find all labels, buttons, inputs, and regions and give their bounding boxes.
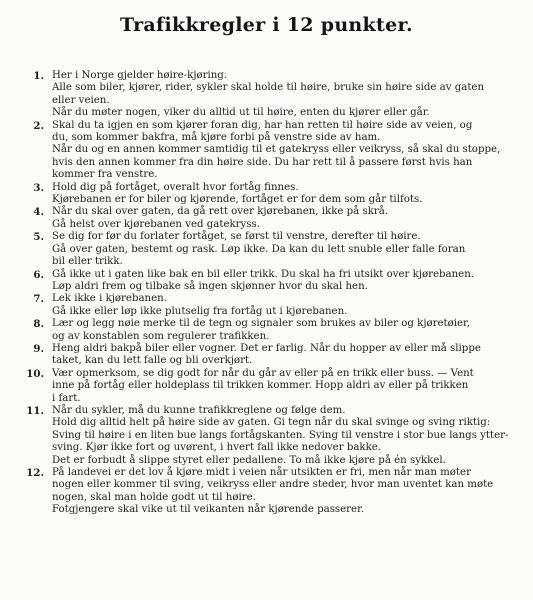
rule-item <box>0 206 533 231</box>
rule-line: Her i Norge gjelder høire-kjøring. <box>52 70 228 81</box>
rule-item <box>0 368 533 405</box>
rule-number: 3. <box>33 181 44 194</box>
rule-item <box>0 343 533 368</box>
rule-line: Sving til høire i en liten bue langs fortågskanten. Sving til venstre i stor bue langs ytter- <box>52 429 509 441</box>
rule-number: 10. <box>26 367 44 380</box>
rule-line: Se dig for før du forlater fortåget, se først til venstre, derefter til høire. <box>52 231 421 243</box>
rule-line: bil eller trikk. <box>52 256 123 268</box>
rule-number: 9. <box>33 342 44 355</box>
rule-line: Lær og legg nøie merke til de tegn og signaler som brukes av biler og kjøretøier, <box>52 318 471 330</box>
rule-line: Fotgjengere skal vike ut til veikanten når kjørende passerer. <box>52 504 365 516</box>
rule-item <box>0 231 533 268</box>
rule-line: Kjørebanen er for biler og kjørende, fortåget er for dem som går tilfots. <box>52 194 423 206</box>
rule-number: 4. <box>33 206 44 219</box>
rule-line: Vær opmerksom, se dig godt for når du går av eller på en trikk eller buss. — Vent <box>52 367 474 379</box>
rule-line: Gå helst over kjørebanen ved gatekryss. <box>52 218 260 230</box>
rule-line: nogen, skal man holde godt ut til høire. <box>52 491 256 503</box>
rule-item <box>0 405 533 467</box>
rule-line: Når du møter nogen, viker du alltid ut til høire, enten du kjører eller går. <box>52 107 430 119</box>
rule-line: sving. Kjør ikke fort og uvørent, i hvert fall ikke nedover bakke. <box>52 442 382 454</box>
rule-line: og av konstablen som regulerer trafikken. <box>52 330 270 342</box>
rule-number: 2. <box>33 119 44 132</box>
rule-number: 5. <box>33 231 44 244</box>
rule-line: Gå over gaten, bestemt og rask. Løp ikke. Da kan du lett snuble eller falle foran <box>52 243 466 255</box>
rule-line: Gå ikke eller løp ikke plutselig fra fortåg ut i kjørebanen. <box>52 305 348 317</box>
rule-line: Lek ikke i kjørebanen. <box>52 293 167 305</box>
rule-number: 8. <box>33 318 44 331</box>
rule-line: Når du og en annen kommer samtidig til et gatekryss eller veikryss, så skal du stoppe, <box>52 144 501 156</box>
rule-item <box>0 120 533 182</box>
rule-item <box>0 182 533 207</box>
rule-line: Når du skal over gaten, da gå rett over kjørebanen, ikke på skrå. <box>52 206 389 218</box>
rule-line: inne på fortåg eller holdeplass til trikken kommer. Hopp aldri av eller på trikken <box>52 380 469 392</box>
rule-line: Hold dig alltid helt på høire side av gaten. Gi tegn når du skal svinge og sving riktig: <box>52 417 491 429</box>
rule-line: taket, kan du lett falle og bli overkjørt. <box>52 355 253 367</box>
rule-line: hvis den annen kommer fra din høire side. Du har rett til å passere først hvis han <box>52 156 473 168</box>
rule-number: 11. <box>26 404 44 417</box>
rule-item <box>0 70 533 120</box>
rule-line: På landevei er det lov å kjøre midt i veien når utsikten er fri, men når man møter <box>52 467 471 478</box>
rule-number: 12. <box>26 467 44 479</box>
rule-number: 1. <box>33 70 44 82</box>
rule-line: kommer fra venstre. <box>52 169 158 181</box>
rule-number: 7. <box>33 293 44 306</box>
rules-list <box>0 70 533 517</box>
rule-item <box>0 293 533 318</box>
rule-line: Skal du ta igjen en som kjører foran dig, har han retten til høire side av veien, og <box>52 119 473 131</box>
rule-line: Heng aldri bakpå biler eller vogner. Det er farlig. Når du hopper av eller må slippe <box>52 342 481 354</box>
rule-line: Løp aldri frem og tilbake så ingen skjønner hvor du skal hen. <box>52 280 368 292</box>
rule-line: Alle som biler, kjører, rider, sykler skal holde til høire, bruke sin høire side av gaten <box>52 82 485 94</box>
rule-line: du, som kommer bakfra, må kjøre forbi på venstre side av ham. <box>52 132 381 144</box>
rule-line: Når du sykler, må du kunne trafikkreglene og følge dem. <box>52 404 346 416</box>
rule-line: nogen eller kommer til sving, veikryss eller andre steder, hvor man uventet kan møte <box>52 479 494 491</box>
rule-line: i fart. <box>52 392 81 404</box>
rule-line: Gå ikke ut i gaten like bak en bil eller trikk. Du skal ha fri utsikt over kjørebanen. <box>52 268 474 280</box>
rule-line: Det er forbudt å slippe styret eller pedallene. To må ikke kjøre på én sykkel. <box>52 454 446 466</box>
rule-number: 6. <box>33 268 44 281</box>
rule-line: Hold dig på fortåget, overalt hvor fortåg finnes. <box>52 181 299 193</box>
page-title: Trafikkregler i 12 punkter. <box>120 14 413 36</box>
rule-line: eller veien. <box>52 94 110 106</box>
rule-item <box>0 318 533 343</box>
rule-item <box>0 269 533 294</box>
rule-item <box>0 467 533 517</box>
